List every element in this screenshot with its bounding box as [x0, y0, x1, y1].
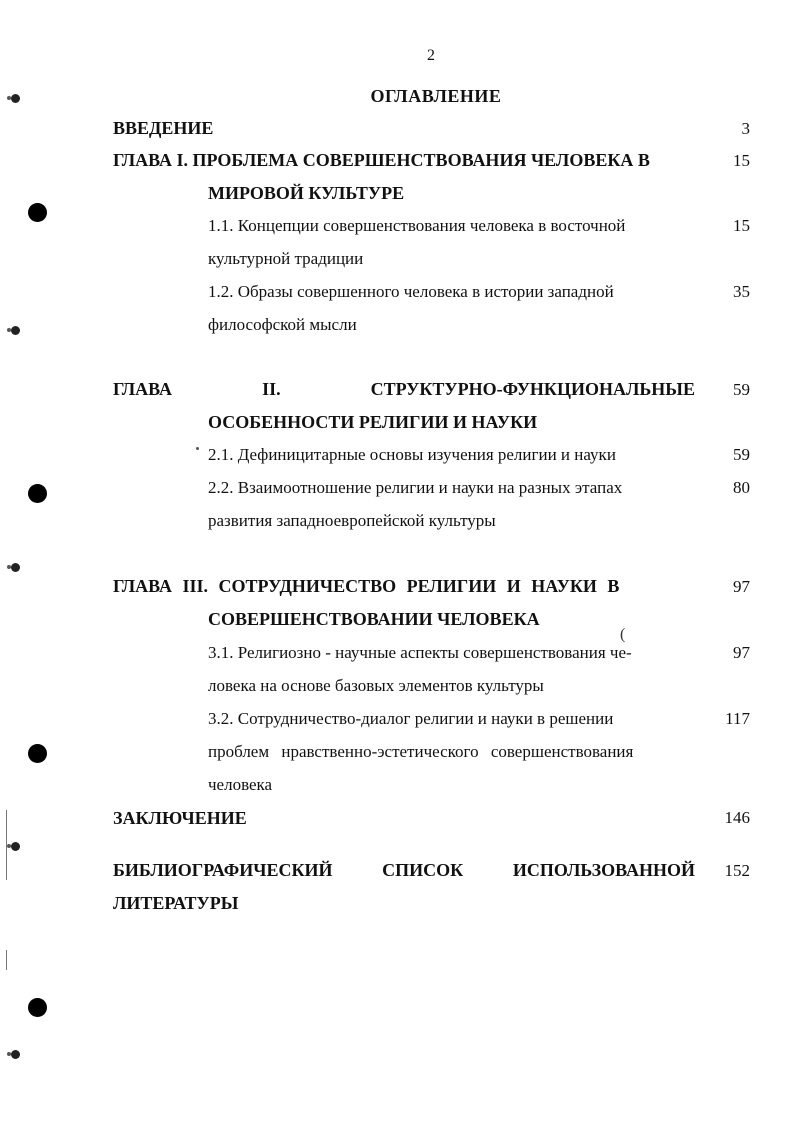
toc-intro-label: ВВЕДЕНИЕ	[113, 118, 214, 138]
toc-bibliography-word3: ИСПОЛЬЗОВАННОЙ	[512, 860, 695, 880]
toc-section-1-1-line1: 1.1. Концепции совершенствования человека в восточной	[208, 216, 626, 235]
toc-chapter2-page: 59	[733, 380, 750, 399]
toc-section-3-1-line1: 3.1. Религиозно - научные аспекты совершенствования че-	[208, 643, 632, 662]
toc-chapter1-line1: ГЛАВА I. ПРОБЛЕМА СОВЕРШЕНСТВОВАНИЯ ЧЕЛОВЕКА В	[113, 150, 650, 170]
toc-section-1-2-line2: философской мысли	[208, 315, 357, 334]
margin-line	[6, 950, 7, 970]
toc-chapter2-word-title: СТРУКТУРНО-ФУНКЦИОНАЛЬНЫЕ	[370, 379, 695, 399]
binder-mark	[11, 563, 20, 572]
toc-chapter2-line1	[113, 379, 695, 400]
toc-chapter2-line2: ОСОБЕННОСТИ РЕЛИГИИ И НАУКИ	[208, 412, 538, 432]
toc-bibliography-page: 152	[724, 861, 750, 880]
toc-chapter1-line2: МИРОВОЙ КУЛЬТУРЕ	[208, 183, 405, 203]
toc-section-2-2-line2: развития западноевропейской культуры	[208, 511, 496, 530]
toc-section-3-2-page: 117	[725, 709, 750, 728]
toc-section-3-2-line3: человека	[208, 775, 273, 794]
toc-chapter3-line2: СОВЕРШЕНСТВОВАНИИ ЧЕЛОВЕКА	[208, 609, 540, 629]
toc-bibliography-line1	[113, 860, 695, 881]
toc-section-3-1-page: 97	[733, 643, 750, 662]
toc-chapter2-word-glava: ГЛАВА	[113, 379, 173, 399]
binder-mark	[11, 1050, 20, 1059]
toc-section-2-2-page: 80	[733, 478, 750, 497]
stray-pen-mark: (	[620, 626, 626, 643]
binder-hole	[28, 998, 47, 1017]
binder-mark	[11, 326, 20, 335]
toc-bibliography-word2: СПИСОК	[382, 860, 464, 880]
toc-section-2-2-line1: 2.2. Взаимоотношение религии и науки на разных этапах	[208, 478, 623, 497]
scan-speck	[196, 447, 199, 450]
toc-intro-page: 3	[741, 119, 750, 138]
page-title: ОГЛАВЛЕНИЕ	[370, 86, 502, 106]
toc-section-3-1-line2: ловека на основе базовых элементов культуры	[208, 676, 544, 695]
toc-bibliography-line2: ЛИТЕРАТУРЫ	[113, 893, 239, 913]
toc-section-3-2-line2: проблем нравственно-эстетического совершенствования	[208, 742, 634, 761]
toc-section-1-1-line2: культурной традиции	[208, 249, 364, 268]
toc-chapter2-word-numeral: II.	[262, 379, 281, 399]
binder-hole	[28, 484, 47, 503]
toc-section-1-2-page: 35	[733, 282, 750, 301]
toc-section-3-2-line1: 3.2. Сотрудничество-диалог религии и науки в решении	[208, 709, 614, 728]
binder-hole	[28, 744, 47, 763]
toc-section-1-2-line1: 1.2. Образы совершенного человека в истории западной	[208, 282, 614, 301]
toc-conclusion-label: ЗАКЛЮЧЕНИЕ	[113, 808, 247, 828]
toc-chapter3-page: 97	[733, 577, 750, 596]
toc-section-2-1-page: 59	[733, 445, 750, 464]
toc-section-1-1-page: 15	[733, 216, 750, 235]
toc-chapter1-page: 15	[733, 151, 750, 170]
binder-hole	[28, 203, 47, 222]
toc-bibliography-word1: БИБЛИОГРАФИЧЕСКИЙ	[113, 860, 333, 880]
toc-section-2-1-line1: 2.1. Дефиницитарные основы изучения религии и науки	[208, 445, 616, 464]
binder-mark	[11, 842, 20, 851]
page-number: 2	[427, 47, 435, 64]
toc-conclusion-page: 146	[724, 808, 750, 827]
toc-chapter3-line1: ГЛАВА III. СОТРУДНИЧЕСТВО РЕЛИГИИ И НАУКИ В	[113, 576, 620, 596]
